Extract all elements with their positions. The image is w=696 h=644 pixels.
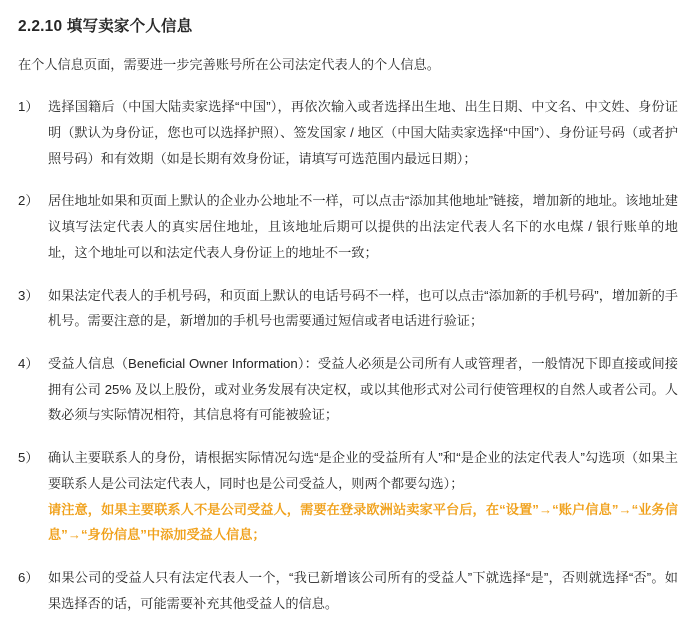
list-item (18, 351, 678, 428)
list-item-text: 确认主要联系人的身份，请根据实际情况勾选“是企业的受益所有人”和“是企业的法定代表人”勾选项（如果主要联系人是公司法定代表人，同时也是公司受益人，则两个都要勾选）； (48, 450, 678, 491)
page-title: 2.2.10 填写卖家个人信息 (18, 18, 193, 35)
list-item-text: 受益人信息（Beneficial Owner Information）：受益人必须是公司所有人或管理者，一般情况下即直接或间接拥有公司 25% 及以上股份，或对业务发展有决定权，或以其他形式对公司行使管理权的自然人或者公司。人数必须与实际情况相符，其信息将有可能被验证； (48, 356, 678, 423)
list-item (18, 565, 678, 616)
list-item-note: 请注意，如果主要联系人不是公司受益人，需要在登录欧洲站卖家平台后，在“设置”→“账户信息”→“业务信息”→“身份信息”中添加受益人信息； (48, 501, 678, 543)
list-item-marker: 5） (18, 450, 39, 466)
list-item (18, 94, 678, 171)
list-item-text: 居住地址如果和页面上默认的企业办公地址不一样，可以点击“添加其他地址”链接，增加新的地址。该地址建议填写法定代表人的真实居住地址，且该地址后期可以提供的出法定代表人名下的水电煤 / 银行账单的地址，这个地址可以和法定代表人身份证上的地址不一致； (48, 193, 678, 260)
list-item-text: 选择国籍后（中国大陆卖家选择“中国”），再依次输入或者选择出生地、出生日期、中文名、中文姓、身份证明（默认为身份证，您也可以选择护照）、签发国家 / 地区（中国大陆卖家选择“中国”）、身份证号码（或者护照号码）和有效期（如是长期有效身份证，请填写可选范围内最远日期）； (48, 99, 678, 166)
list-item-marker: 4） (18, 356, 39, 371)
list-item-marker: 2） (18, 193, 39, 209)
list-item-text: 如果法定代表人的手机号码，和页面上默认的电话号码不一样，也可以点击“添加新的手机号码”，增加新的手机号。需要注意的是，新增加的手机号也需要通过短信或者电话进行验证； (48, 287, 678, 329)
list-item (18, 188, 678, 265)
instruction-list (18, 94, 678, 616)
list-item-text: 如果公司的受益人只有法定代表人一个，“我已新增该公司所有的受益人”下就选择“是”，否则就选择“否”。如果选择否的话，可能需要补充其他受益人的信息。 (48, 570, 678, 611)
list-item-marker: 1） (18, 99, 39, 115)
list-item-marker: 3） (18, 287, 39, 303)
list-item (18, 445, 678, 548)
list-item-marker: 6） (18, 570, 39, 586)
intro-paragraph: 在个人信息页面，需要进一步完善账号所在公司法定代表人的个人信息。 (18, 56, 440, 72)
list-item (18, 283, 678, 334)
